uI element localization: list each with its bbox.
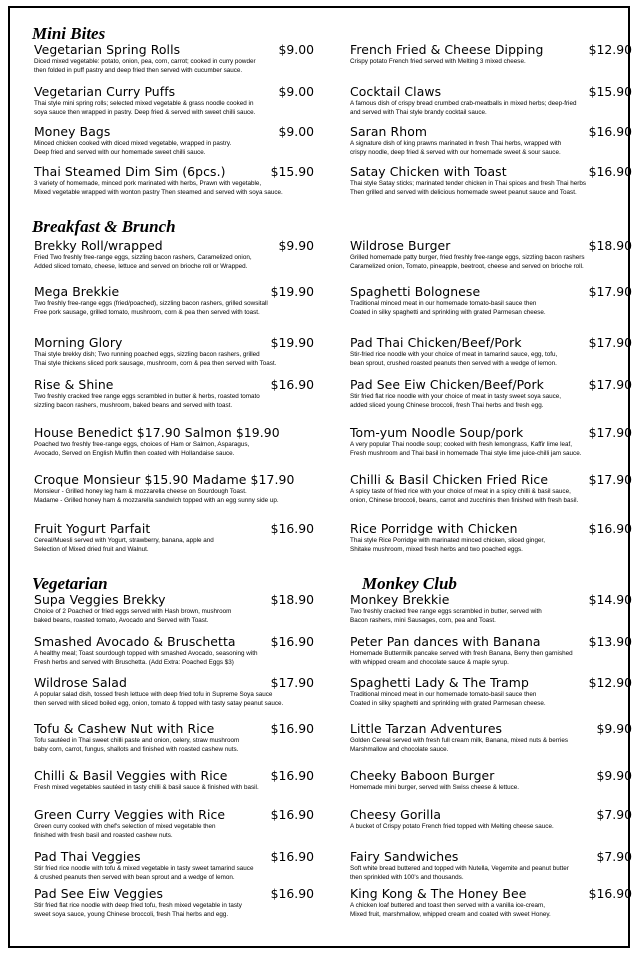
menu-item-description: crispy noodle, deep fried & served with our homemade sweet & sour sauce. [350,149,561,157]
menu-item-description: Coated in silky spaghetti and sprinkling with grated Parmesan cheese. [350,309,546,317]
menu-item-row [34,721,314,736]
menu-item [350,284,632,318]
menu-item-description: Two freshly free-range eggs (fried/poached), sizzling bacon rashers, grilled sowsitall [34,300,268,307]
menu-item-description: Tofu sautéed in Thai sweet chilli paste and onion, celery, straw mushroom [34,737,240,744]
menu-item-price: $19.90 [270,335,314,350]
menu-item-name: Supa Veggies Brekky [34,592,166,607]
section-title-breakfast: Breakfast & Brunch [32,217,176,236]
menu-item-row [350,634,632,649]
menu-item-description: Thai style thickens sliced pork sausage, mushroom, corn & pea then served with Toast. [34,360,277,368]
menu-item-description: sizzling bacon rashers, mushroom, baked beans and served with toast. [34,402,233,410]
menu-item-description: Green curry cooked with chef's selection of mixed vegetable then [34,823,216,830]
menu-item-name: House Benedict $17.90 Salmon $19.90 [34,425,280,440]
menu-item-row [350,238,632,253]
menu-item-row [350,42,632,57]
menu-item-name: Rice Porridge with Chicken [350,521,518,536]
menu-item [34,768,314,792]
menu-item-row [34,284,314,299]
menu-item-description: Thai style Satay sticks; marinated tender chicken in Thai spices and fresh Thai herbs [350,180,587,187]
menu-item-description: Traditional minced meat in our homemade tomato-basil sauce then [350,691,537,698]
menu-item-description: and served with Thai style brandy cocktail sauce. [350,109,487,117]
menu-item-name: Chilli & Basil Chicken Fried Rice [350,472,549,487]
menu-item [350,425,632,459]
menu-item-price: $17.90 [588,377,632,392]
menu-item [34,721,314,755]
menu-item-price: $9.90 [596,721,632,736]
menu-item-name: Saran Rhom [350,124,428,139]
menu-item [34,335,314,369]
menu-item [350,849,632,883]
menu-item [34,634,314,668]
menu-item-row [34,768,314,783]
menu-item-name: King Kong & The Honey Bee [350,886,527,901]
menu-item [34,425,314,459]
menu-item-description: Homemade mini burger, served with Swiss cheese & lettuce. [350,784,520,791]
menu-item-row [350,284,632,299]
menu-item-description: Fresh herbs and served with Bruschetta. (Add Extra: Poached Eggs $3) [34,659,234,667]
menu-item-description: Cereal/Muesli served with Yogurt, strawberry, banana, apple and [34,537,214,544]
menu-item-name: Chilli & Basil Veggies with Rice [34,768,228,783]
menu-item-description: Fried Two freshly free-range eggs, sizzling bacon rashers, Caramelized onion, [34,254,252,261]
menu-item-price: $16.90 [270,886,314,901]
menu-item-description: Then grilled and served with delicious homemade sweet peanut sauce and Toast. [350,189,577,197]
menu-item-description: added sliced young Chinese broccoli, fresh Thai herbs and fresh egg. [350,402,544,410]
menu-item-price: $16.90 [270,807,314,822]
menu-item-row [350,521,632,536]
menu-item-row [350,164,632,179]
menu-item-description: Choice of 2 Poached or fried eggs served with Hash brown, mushroom [34,608,232,615]
menu-item-price: $16.90 [588,886,632,901]
menu-item [350,634,632,668]
menu-item-description: Stir fried flat rice noodle with deep fried tofu, fresh mixed vegetable in tasty [34,902,242,909]
menu-item-name: Vegetarian Spring Rolls [34,42,181,57]
menu-item-price: $16.90 [270,768,314,783]
menu-item-description: Thai style Rice Porridge with marinated minced chicken, sliced ginger, [350,537,545,544]
menu-item-description: A bucket of Crispy potato French fried topped with Melting cheese sauce. [350,823,554,830]
menu-item-row [350,124,632,139]
menu-item-row [34,335,314,350]
menu-item [350,768,632,792]
menu-item-description: then folded in puff pastry and deep fried then served with cucumber sauce. [34,67,243,75]
menu-item-price: $17.90 [588,425,632,440]
menu-item-name: Pad See Eiw Chicken/Beef/Pork [350,377,544,392]
menu-item-description: Madame - Grilled honey ham & mozzarella sandwich topped with an egg sunny side up. [34,497,279,505]
menu-item-price: $16.90 [270,849,314,864]
menu-item-description: Mixed fruit, marshmallow, whipped cream and coated with sweet Honey. [350,911,551,919]
menu-item [34,675,314,709]
menu-item [350,124,632,158]
menu-item-name: Pad Thai Chicken/Beef/Pork [350,335,522,350]
menu-item [34,521,314,555]
menu-item-name: Peter Pan dances with Banana [350,634,541,649]
menu-item-name: Brekky Roll/wrapped [34,238,163,253]
menu-item-name: Spaghetti Bolognese [350,284,481,299]
menu-item-price: $9.00 [278,124,314,139]
section-title-monkey-club: Monkey Club [362,574,457,593]
menu-item-description: Grilled homemade patty burger, fried freshly free-range eggs, sizzling bacon rashers [350,254,585,261]
menu-item-row [350,592,632,607]
menu-item-name: Cheesy Gorilla [350,807,442,822]
menu-item-row [350,425,632,440]
menu-item-row [34,425,314,440]
menu-item-row [34,238,314,253]
menu-item-name: Pad See Eiw Veggies [34,886,163,901]
menu-item-price: $17.90 [588,335,632,350]
menu-item-description: Avocado, Served on English Muffin then coated with Hollandaise sauce. [34,450,235,458]
menu-item-price: $18.90 [270,592,314,607]
menu-item [350,521,632,555]
menu-item-name: Morning Glory [34,335,123,350]
menu-item-name: Tofu & Cashew Nut with Rice [34,721,215,736]
section-title-mini-bites: Mini Bites [32,24,106,43]
menu-item-description: Coated in silky spaghetti and sprinkling with grated Parmesan cheese. [350,700,546,708]
menu-item-description: Mixed vegetable wrapped with wonton pastry Then steamed and served with soya sauce. [34,189,283,197]
menu-item-row [350,768,632,783]
menu-item-description: A healthy meal; Toast sourdough topped with smashed Avocado, seasoning with [34,650,258,657]
menu-item-description: A famous dish of crispy bread crumbed crab-meatballs in mixed herbs; deep-fried [350,100,577,107]
menu-item-description: Thai style mini spring rolls; selected mixed vegetable & grass noodle cooked in [34,100,254,107]
menu-item-description: Fresh mushroom and Thai basil in homemade Thai style lime juice-chilli jam sauce. [350,450,582,458]
menu-item-row [34,42,314,57]
menu-item-price: $16.90 [588,164,632,179]
menu-item [34,238,314,272]
menu-item-name: Satay Chicken with Toast [350,164,507,179]
menu-item-name: Rise & Shine [34,377,114,392]
menu-item-row [34,675,314,690]
menu-item-description: then served with sliced boiled egg, onion, tomato & topped with tasty satay peanut sauce. [34,700,284,708]
menu-item-description: Stir fried rice noodle with tofu & mixed vegetable in tasty sweet tamarind sauce [34,865,254,872]
section-title-vegetarian: Vegetarian [32,574,108,593]
menu-item-description: Deep fried and served with our homemade sweet chilli sauce. [34,149,206,157]
menu-item-description: Minced chicken cooked with diced mixed vegetable, wrapped in pastry. [34,140,232,147]
menu-item [350,84,632,118]
menu-item-price: $16.90 [270,377,314,392]
menu-item [350,472,632,506]
menu-item [350,42,632,66]
menu-item-price: $16.90 [270,521,314,536]
menu-item-description: then sprinkled with 100's and thousands. [350,874,464,882]
menu-item-row [34,634,314,649]
menu-item-row [34,124,314,139]
menu-item-description: Crispy potato French fried served with Melting 3 mixed cheese. [350,58,526,65]
menu-item-row [34,377,314,392]
menu-item-price: $17.90 [588,284,632,299]
menu-item-price: $15.90 [270,164,314,179]
menu-item-price: $16.90 [270,721,314,736]
menu-item-name: French Fried & Cheese Dipping [350,42,544,57]
menu-item-name: Smashed Avocado & Bruschetta [34,634,236,649]
menu-item-description: Bacon rashers, mini Sausages, corn, pea and Toast. [350,617,496,625]
menu-item-name: Croque Monsieur $15.90 Madame $17.90 [34,472,295,487]
menu-item-row [350,721,632,736]
menu-item-price: $14.90 [588,592,632,607]
menu-item-description: Thai style brekky dish; Two running poached eggs, sizzling bacon rashers, grilled [34,351,260,358]
menu-item-description: Selection of Mixed dried fruit and Walnut. [34,546,149,554]
menu-item-row [34,849,314,864]
menu-item-description: baby corn, carrot, fungus, shallots and finished with roasted cashew nuts. [34,746,239,754]
menu-item-description: A chicken loaf buttered and toast then served with a vanilla ice-cream, [350,902,545,909]
menu-item-row [34,472,314,487]
menu-item-row [350,886,632,901]
menu-item-description: Two freshly cracked free range eggs scrambled in butter, served with [350,608,542,615]
menu-item [34,472,314,506]
menu-item-description: A very popular Thai noodle soup; cooked with fresh lemongrass, Kaffir lime leaf, [350,441,573,448]
menu-item-description: Poached two freshly free-range eggs, choices of Ham or Salmon, Asparagus, [34,441,250,448]
menu-item [34,284,314,318]
menu-item-name: Wildrose Salad [34,675,127,690]
menu-item-name: Spaghetti Lady & The Tramp [350,675,529,690]
menu-item-description: Free pork sausage, grilled tomato, mushroom, corn & pea then served with toast. [34,309,260,317]
menu-item-row [350,377,632,392]
menu-item-name: Cheeky Baboon Burger [350,768,495,783]
menu-item-price: $17.90 [588,472,632,487]
menu-item-description: A signature dish of king prawns marinated in fresh Thai herbs, wrapped with [350,140,562,147]
menu-item-description: A spicy taste of fried rice with your choice of meat in a spicy chilli & basil sauce, [350,488,571,495]
menu-item [350,886,632,920]
menu-item [34,42,314,76]
menu-item-price: $9.00 [278,42,314,57]
menu-item-description: Caramelized onion, Tomato, pineapple, beetroot, cheese and served on brioche roll. [350,263,584,271]
menu-item-name: Green Curry Veggies with Rice [34,807,226,822]
menu-item-name: Thai Steamed Dim Sim (6pcs.) [34,164,226,179]
menu-item [34,807,314,841]
menu-item-row [350,335,632,350]
menu-item [34,164,314,198]
menu-item-name: Fairy Sandwiches [350,849,459,864]
menu-item [34,592,314,626]
menu-item [350,335,632,369]
menu-item-name: Cocktail Claws [350,84,442,99]
menu-item-description: onion, Chinese broccoli, beans, carrot and zucchinis then finished with fresh basil. [350,497,579,505]
menu-item-name: Monkey Brekkie [350,592,450,607]
menu-item-description: Monsieur - Grilled honey leg ham & mozzarella cheese on Sourdough Toast. [34,488,247,495]
menu-item-description: soya sauce then wrapped in pastry. Deep fried & served with sweet chilli sauce. [34,109,256,117]
menu-item-row [34,164,314,179]
menu-item [350,807,632,831]
menu-item-name: Fruit Yogurt Parfait [34,521,151,536]
menu-item-row [34,807,314,822]
menu-item-row [350,807,632,822]
menu-item-row [350,84,632,99]
menu-item-row [350,472,632,487]
menu-item-description: Shitake mushroom, mixed fresh herbs and two poached eggs. [350,546,523,554]
menu-item-row [34,84,314,99]
menu-item-name: Tom-yum Noodle Soup/pork [350,425,524,440]
menu-item-row [34,886,314,901]
menu-item [34,124,314,158]
menu-item [34,849,314,883]
menu-item-name: Money Bags [34,124,111,139]
menu-item-description: finished with fresh basil and roasted cashew nuts. [34,832,173,840]
menu-item-name: Little Tarzan Adventures [350,721,503,736]
menu-item-row [350,849,632,864]
menu-item [350,675,632,709]
menu-item-description: Stir-fried rice noodle with your choice of meat in tamarind sauce, egg, tofu, [350,351,558,358]
menu-item-description: Traditional minced meat in our homemade tomato-basil sauce then [350,300,537,307]
menu-item-description: Homemade Buttermilk pancake served with fresh Banana, Berry then garnished [350,650,573,657]
menu-item-description: sweet soya sauce, young Chinese broccoli, fresh Thai herbs and egg. [34,911,229,919]
menu-item-price: $15.90 [588,84,632,99]
menu-item-name: Pad Thai Veggies [34,849,141,864]
menu-item [350,377,632,411]
menu-item-description: Marshmallow and chocolate sauce. [350,746,449,754]
menu-item-row [350,675,632,690]
menu-item-price: $9.90 [596,768,632,783]
menu-item-description: Two freshly cracked free range eggs scrambled in butter & herbs, roasted tomato [34,393,260,400]
menu-item-description: bean sprout, crushed roasted peanuts then served with a wedge of lemon. [350,360,557,368]
menu-item-description: Stir fried flat rice noodle with your choice of meat in tasty sweet soya sauce, [350,393,562,400]
menu-item [34,886,314,920]
menu-item-description: baked beans, roasted tomato, Avocado and Served with Toast. [34,617,209,625]
menu-item-price: $7.90 [596,807,632,822]
menu-item-price: $9.00 [278,84,314,99]
menu-item [350,164,632,198]
menu-item-description: Golden Cereal served with fresh full cream milk, Banana, mixed nuts & berries [350,737,569,744]
menu-item [350,721,632,755]
menu-page [8,6,630,948]
menu-item-row [34,521,314,536]
menu-item-price: $16.90 [588,521,632,536]
menu-item-description: Diced mixed vegetable: potato, onion, pea, corn, carrot; cooked in curry powder [34,58,256,65]
menu-item-row [34,592,314,607]
menu-item-description: 3 variety of homemade, minced pork marinated with herbs, Prawn with vegetable, [34,180,262,187]
menu-item-description: A popular salad dish, tossed fresh lettuce with deep fried tofu in Supreme Soya sauce [34,691,273,698]
menu-item-price: $13.90 [588,634,632,649]
menu-item-description: & crushed peanuts then served with bean sprout and a wedge of lemon. [34,874,235,882]
menu-item [350,238,632,272]
menu-item-name: Wildrose Burger [350,238,451,253]
menu-item-description: Added sliced tomato, cheese, lettuce and served on brioche roll or Wrapped. [34,263,248,271]
menu-item-price: $18.90 [588,238,632,253]
menu-item-description: with whipped cream and chocolate sauce & maple syrup. [350,659,509,667]
menu-item-price: $19.90 [270,284,314,299]
menu-item [34,377,314,411]
menu-item-description: Soft white bread buttered and topped with Nutella, Vegemite and peanut butter [350,865,569,872]
menu-item [350,592,632,626]
menu-item-price: $12.90 [588,42,632,57]
menu-item-price: $12.90 [588,675,632,690]
menu-item-name: Mega Brekkie [34,284,120,299]
menu-item-description: Fresh mixed vegetables sautéed in tasty chilli & basil sauce & finished with basil. [34,784,259,791]
menu-item-name: Vegetarian Curry Puffs [34,84,176,99]
menu-item-price: $17.90 [270,675,314,690]
menu-item-price: $16.90 [270,634,314,649]
menu-item-price: $7.90 [596,849,632,864]
menu-item-price: $9.90 [278,238,314,253]
menu-item-price: $16.90 [588,124,632,139]
menu-item [34,84,314,118]
